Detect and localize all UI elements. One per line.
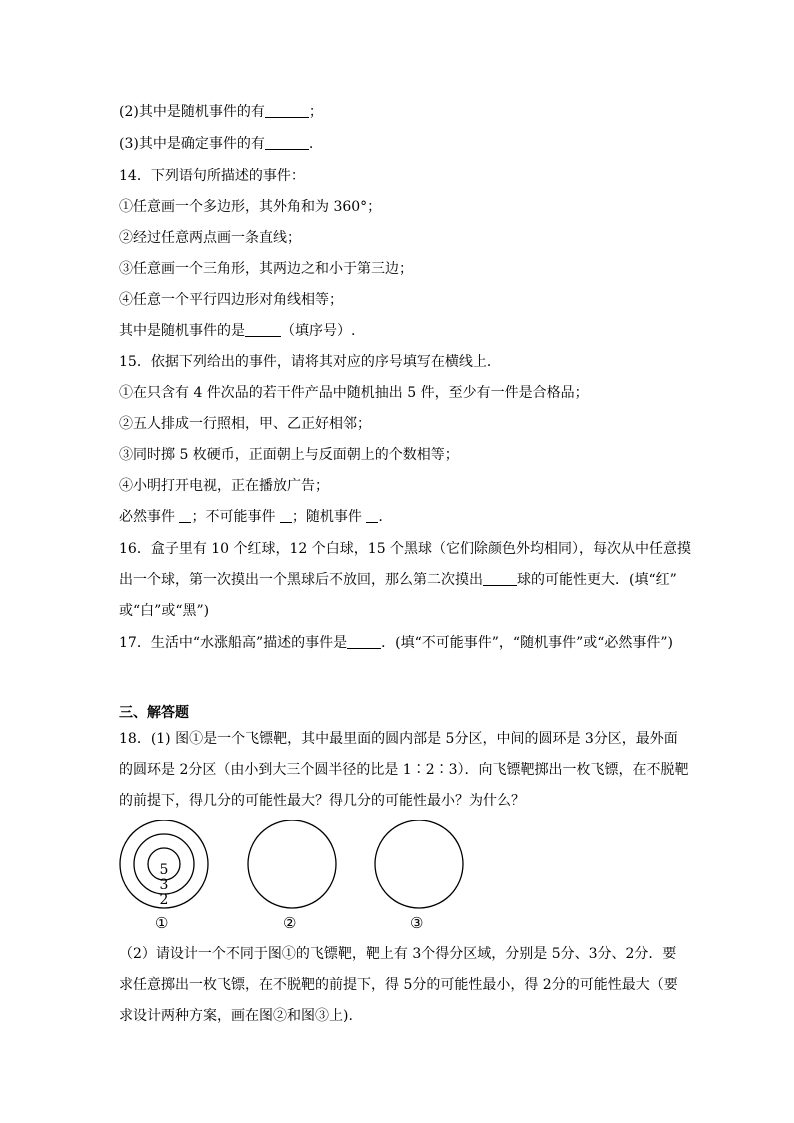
ring-label-2: 2 — [159, 892, 169, 908]
text: ．(填“不可能事件”，“随机事件”或“必然事件”) — [381, 635, 674, 651]
answer-blank — [347, 634, 381, 649]
text: . — [308, 136, 314, 152]
answer-blank — [245, 322, 281, 337]
answer-blank — [280, 508, 292, 523]
question-18-cont: 的前提下，得几分的可能性最大？得几分的可能性最小？为什么？ — [119, 793, 525, 809]
q14-item-2: ②经过任意两点画一条直线； — [119, 230, 301, 246]
q14-item-1: ①任意画一个多边形，其外角和为 360°； — [119, 199, 382, 215]
ring-label-5: 5 — [159, 862, 169, 878]
question-16: 16．盒子里有 10 个红球，12 个白球，15 个黑球（它们除颜色外均相同），每次从中任意摸 — [119, 541, 692, 557]
text: ；随机事件 — [291, 509, 367, 525]
figure-caption-1: ① — [155, 914, 169, 932]
text: (3)其中是确定事件的有 — [119, 136, 265, 152]
q14-item-3: ③任意画一个三角形，其两边之和小于第三边； — [119, 261, 413, 277]
question-18-part-2: （2）请设计一个不同于图①的飞镖靶，靶上有 3个得分区域，分别是 5分、3分、2分．要 — [119, 946, 677, 962]
text: 其中是随机事件的是 — [119, 323, 245, 339]
question-16-cont: 或“白”或“黑”) — [119, 603, 210, 619]
text-line — [119, 134, 313, 154]
dartboard-3-blank — [375, 820, 463, 908]
text: 17．生活中“水涨船高”描述的事件是 — [119, 635, 348, 651]
text: 出一个球，第一次摸出一个黑球后不放回，那么第二次摸出 — [119, 572, 483, 588]
section-heading: 三、解答题 — [119, 705, 189, 721]
text-line — [119, 102, 323, 122]
answer-blank — [483, 571, 517, 586]
answer-blank — [366, 508, 378, 523]
text: . — [378, 509, 383, 525]
question-18-cont: 的圆环是 2分区（由小到大三个圆半径的比是 1∶2∶3）．向飞镖靶掷出一枚飞镖，在不脱靶 — [119, 762, 689, 778]
q14-answer-line — [119, 321, 355, 341]
question-15: 15．依据下列给出的事件，请将其对应的序号填写在横线上． — [119, 354, 501, 370]
dartboard-figures — [0, 820, 794, 940]
text: （填序号）. — [281, 323, 356, 339]
question-18-part-2-cont: 求设计两种方案，画在图②和图③上). — [119, 1008, 353, 1024]
text: 球的可能性更大．(填“红” — [517, 572, 677, 588]
q15-answer-line — [119, 507, 383, 527]
q15-item-4: ④小明打开电视，正在播放广告； — [119, 478, 329, 494]
question-18: 18．(1) 图①是一个飞镖靶，其中最里面的圆内部是 5分区，中间的圆环是 3分区，最外面 — [119, 731, 678, 747]
text: ；不可能事件 — [191, 509, 280, 525]
text: 必然事件 — [119, 509, 180, 525]
answer-blank — [265, 135, 309, 150]
dartboard-1 — [120, 820, 208, 908]
text: ； — [308, 104, 323, 120]
text: (2)其中是随机事件的有 — [119, 104, 265, 120]
q14-item-4: ④任意一个平行四边形对角线相等； — [119, 292, 343, 308]
dartboard-2-blank — [248, 820, 336, 908]
q15-item-2: ②五人排成一行照相，甲、乙正好相邻； — [119, 416, 371, 432]
question-14: 14．下列语句所描述的事件： — [119, 168, 305, 184]
question-17 — [119, 633, 673, 653]
answer-blank — [179, 508, 191, 523]
ring-label-3: 3 — [159, 877, 169, 893]
q15-item-3: ③同时掷 5 枚硬币，正面朝上与反面朝上的个数相等； — [119, 447, 459, 463]
figure-caption-2: ② — [283, 914, 297, 932]
figure-caption-3: ③ — [410, 914, 424, 932]
question-18-part-2-cont: 求任意掷出一枚飞镖，在不脱靶的前提下，得 5分的可能性最小，得 2分的可能性最大（要 — [119, 977, 678, 993]
question-16-cont — [119, 570, 677, 590]
answer-blank — [265, 103, 309, 118]
q15-item-1: ①在只含有 4 件次品的若干件产品中随机抽出 5 件，至少有一件是合格品； — [119, 385, 589, 401]
